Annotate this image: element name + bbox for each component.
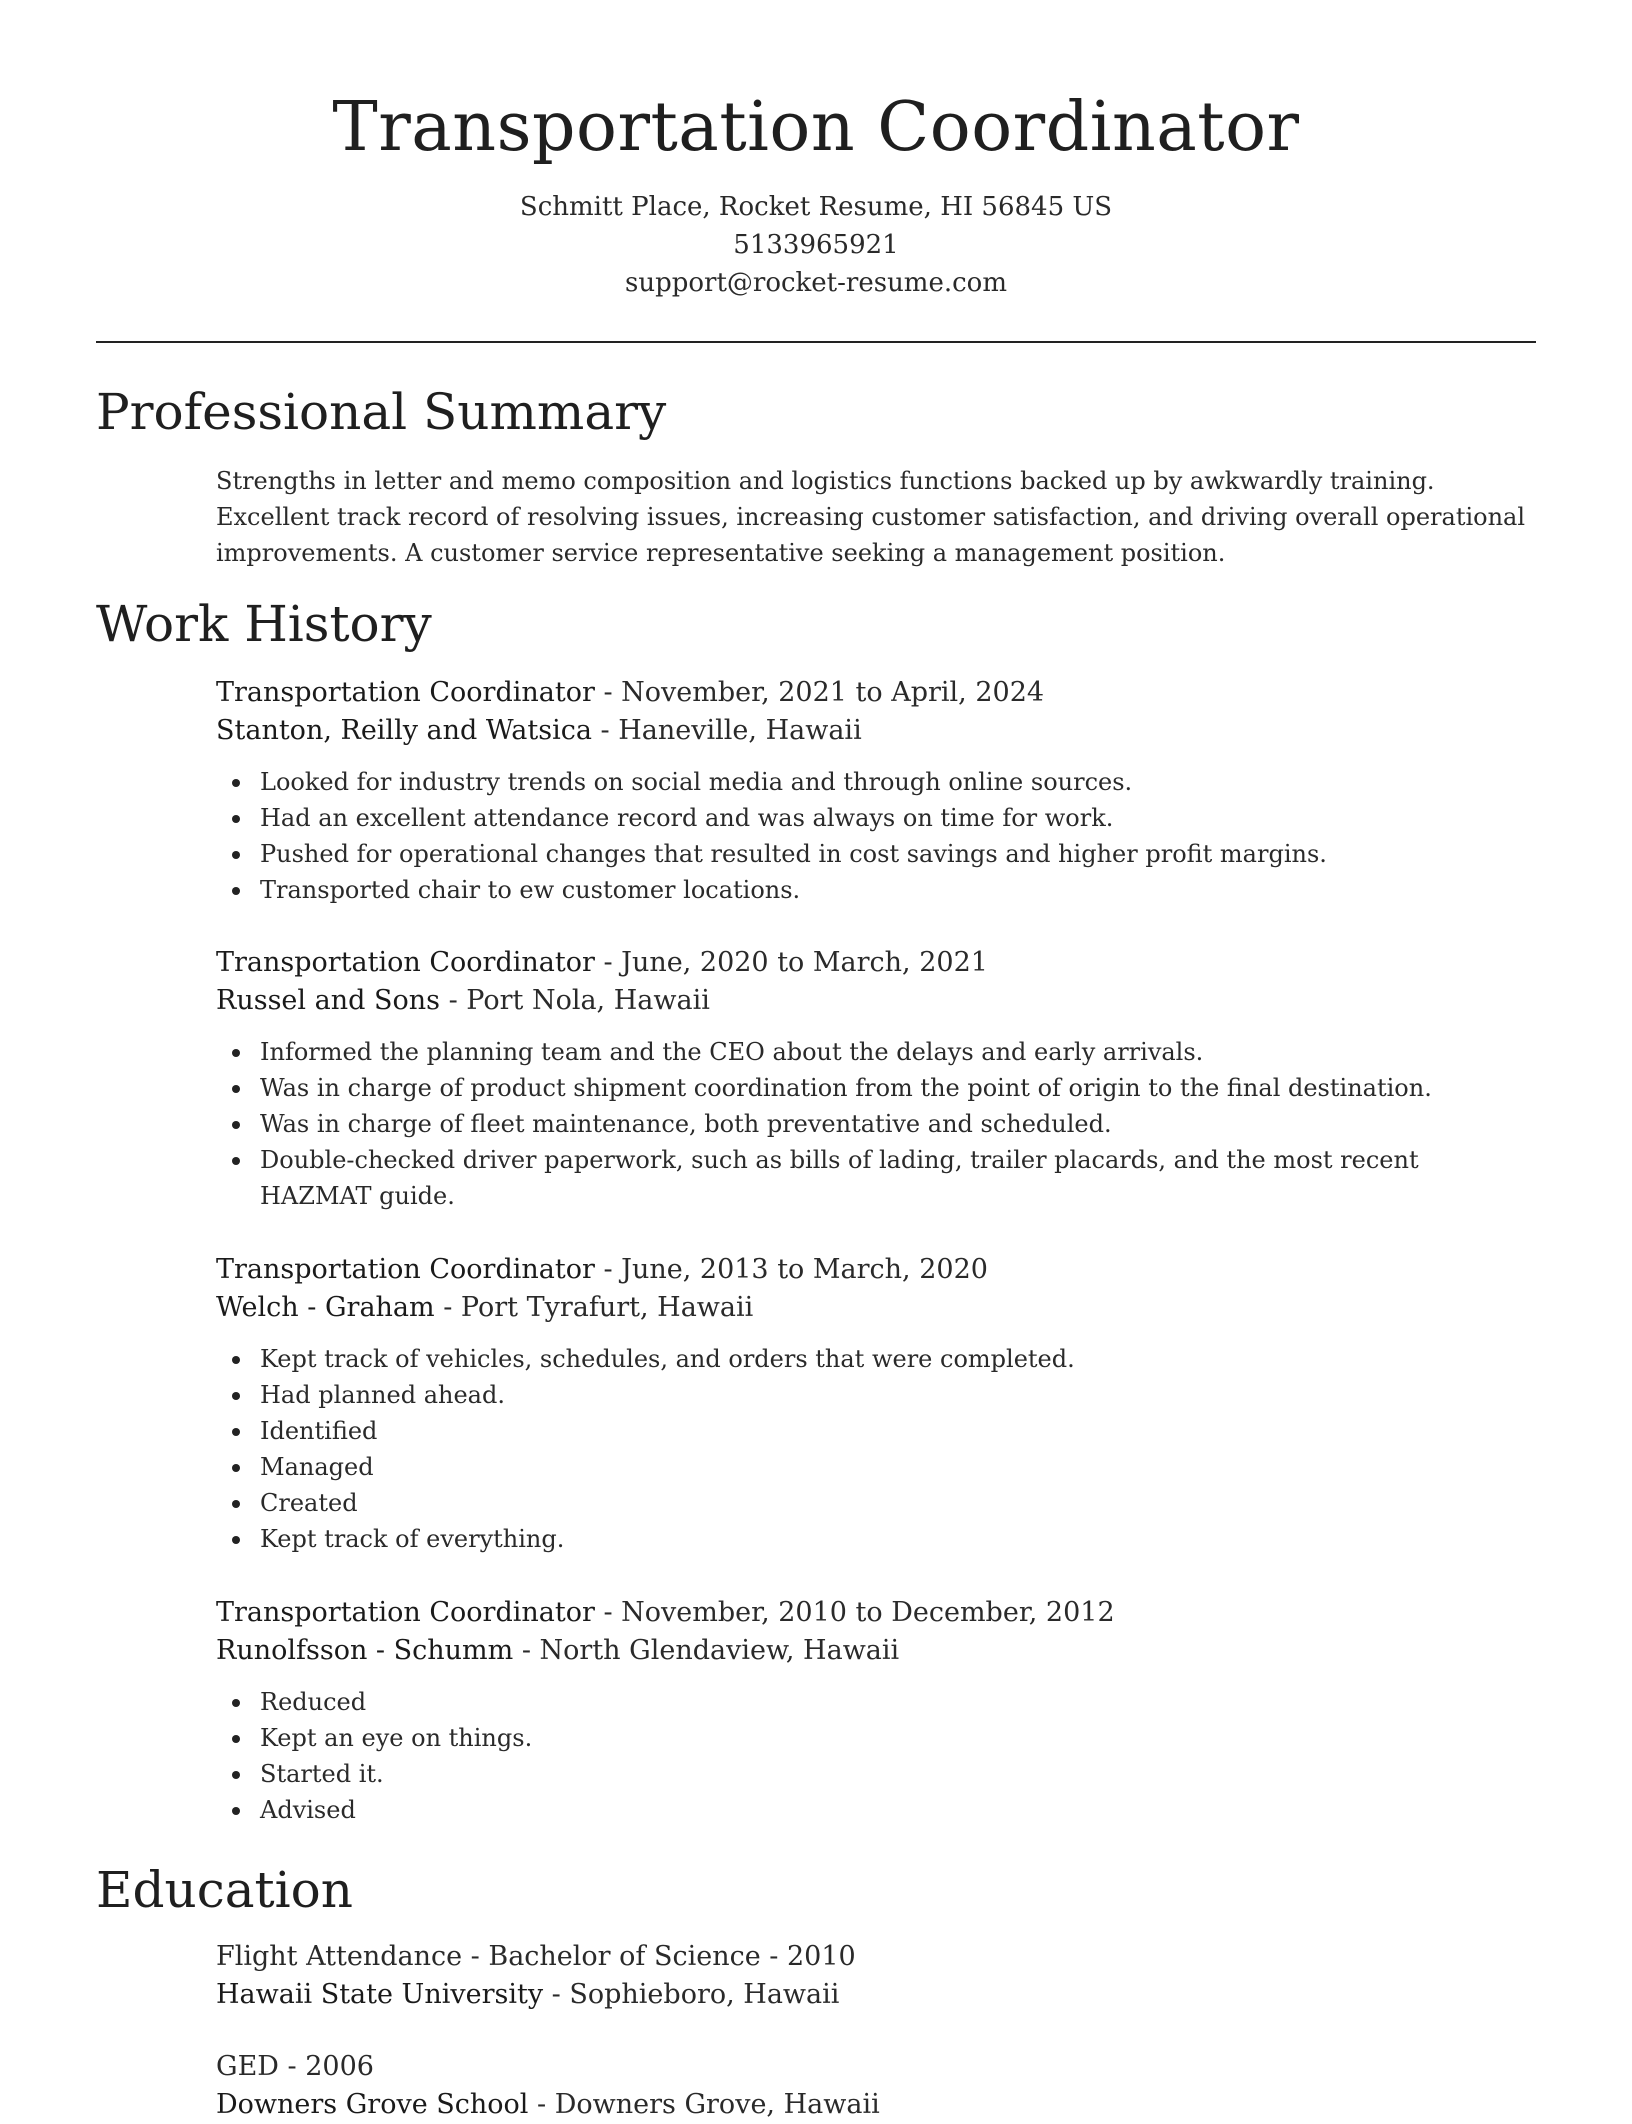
school-location: Sophieboro, Hawaii (569, 1979, 840, 2010)
job-location: Port Nola, Hawaii (466, 985, 710, 1016)
list-item: Pushed for operational changes that resulted in cost savings and higher profit margins. (260, 836, 1536, 872)
candidate-name: Transportation Coordinator (332, 88, 1300, 167)
list-item: Had planned ahead. (260, 1377, 1536, 1413)
address: Schmitt Place, Rocket Resume, HI 56845 US (519, 192, 1113, 222)
job-company: Russel and Sons (216, 985, 440, 1016)
job-bullets (216, 1034, 1536, 1214)
job-title-line (216, 1251, 1536, 1289)
job-entry (216, 1594, 1536, 1828)
phone: 5133965921 (733, 230, 899, 260)
separator: - (594, 1254, 622, 1285)
list-item: Created (260, 1485, 1536, 1521)
job-role: Transportation Coordinator (216, 1597, 595, 1628)
degree-line: Flight Attendance - Bachelor of Science - 2010 (216, 1941, 856, 1972)
list-item: Looked for industry trends on social media and through online sources. (260, 764, 1536, 800)
education-entry (216, 2048, 1536, 2124)
job-dates: June, 2020 to March, 2021 (621, 947, 988, 978)
job-company-line (216, 1289, 1536, 1327)
job-bullets (216, 1684, 1536, 1828)
list-item: Started it. (260, 1756, 1536, 1792)
job-role: Transportation Coordinator (216, 947, 595, 978)
separator: - (513, 1635, 540, 1666)
list-item: Managed (260, 1449, 1536, 1485)
education-heading: Education (96, 1861, 353, 1919)
separator: - (528, 2089, 555, 2120)
list-item: Had an excellent attendance record and was always on time for work. (260, 800, 1536, 836)
job-title-line (216, 944, 1536, 982)
job-dates: November, 2010 to December, 2012 (621, 1597, 1115, 1628)
list-item: Was in charge of fleet maintenance, both preventative and scheduled. (260, 1106, 1536, 1142)
job-bullets (216, 1341, 1536, 1557)
header-divider (96, 341, 1536, 343)
job-location: North Glendaview, Hawaii (539, 1635, 900, 1666)
job-company-line (216, 982, 1536, 1020)
job-title-line (216, 674, 1536, 712)
contact-info (96, 188, 1536, 302)
job-company-line (216, 1632, 1536, 1670)
job-company: Welch - Graham (216, 1292, 435, 1323)
school-line (216, 2086, 1536, 2124)
degree-line: GED - 2006 (216, 2051, 374, 2082)
job-entry (216, 674, 1536, 908)
school-name: Downers Grove School (216, 2089, 529, 2120)
job-title-line (216, 1594, 1536, 1632)
job-company: Runolfsson - Schumm (216, 1635, 514, 1666)
job-role: Transportation Coordinator (216, 677, 595, 708)
school-name: Hawaii State University (216, 1979, 544, 2010)
job-role: Transportation Coordinator (216, 1254, 595, 1285)
job-dates: June, 2013 to March, 2020 (621, 1254, 988, 1285)
job-entry (216, 1251, 1536, 1557)
list-item: Reduced (260, 1684, 1536, 1720)
list-item: Kept track of everything. (260, 1521, 1536, 1557)
list-item: Double-checked driver paperwork, such as bills of lading, trailer placards, and the most recent HAZMAT guide. (260, 1142, 1536, 1214)
separator: - (543, 1979, 570, 2010)
separator: - (594, 1597, 622, 1628)
separator: - (594, 947, 622, 978)
school-line (216, 1976, 1536, 2014)
separator: - (591, 715, 619, 746)
list-item: Identified (260, 1413, 1536, 1449)
email: support@rocket-resume.com (624, 268, 1007, 298)
job-company: Stanton, Reilly and Watsica (216, 715, 592, 746)
work-history-heading: Work History (96, 595, 432, 653)
summary-heading: Professional Summary (96, 383, 667, 441)
summary-text: Strengths in letter and memo composition and logistics functions backed up by awkwardly training. Excellent track record of resolving issues, increasing customer satisfaction, and driving overall operational improvements. A customer service representative seeking a management position. (216, 467, 1526, 567)
job-location: Haneville, Hawaii (618, 715, 862, 746)
education-entry (216, 1938, 1536, 2014)
list-item: Was in charge of product shipment coordination from the point of origin to the final destination. (260, 1070, 1536, 1106)
separator: - (434, 1292, 461, 1323)
school-location: Downers Grove, Hawaii (554, 2089, 880, 2120)
list-item: Informed the planning team and the CEO about the delays and early arrivals. (260, 1034, 1536, 1070)
job-location: Port Tyrafurt, Hawaii (460, 1292, 754, 1323)
list-item: Transported chair to ew customer locations. (260, 872, 1536, 908)
resume-header (96, 82, 1536, 302)
separator: - (439, 985, 467, 1016)
job-bullets (216, 764, 1536, 908)
list-item: Kept track of vehicles, schedules, and orders that were completed. (260, 1341, 1536, 1377)
job-dates: November, 2021 to April, 2024 (621, 677, 1045, 708)
list-item: Advised (260, 1792, 1536, 1828)
separator: - (594, 677, 622, 708)
job-entry (216, 944, 1536, 1214)
job-company-line (216, 712, 1536, 750)
list-item: Kept an eye on things. (260, 1720, 1536, 1756)
